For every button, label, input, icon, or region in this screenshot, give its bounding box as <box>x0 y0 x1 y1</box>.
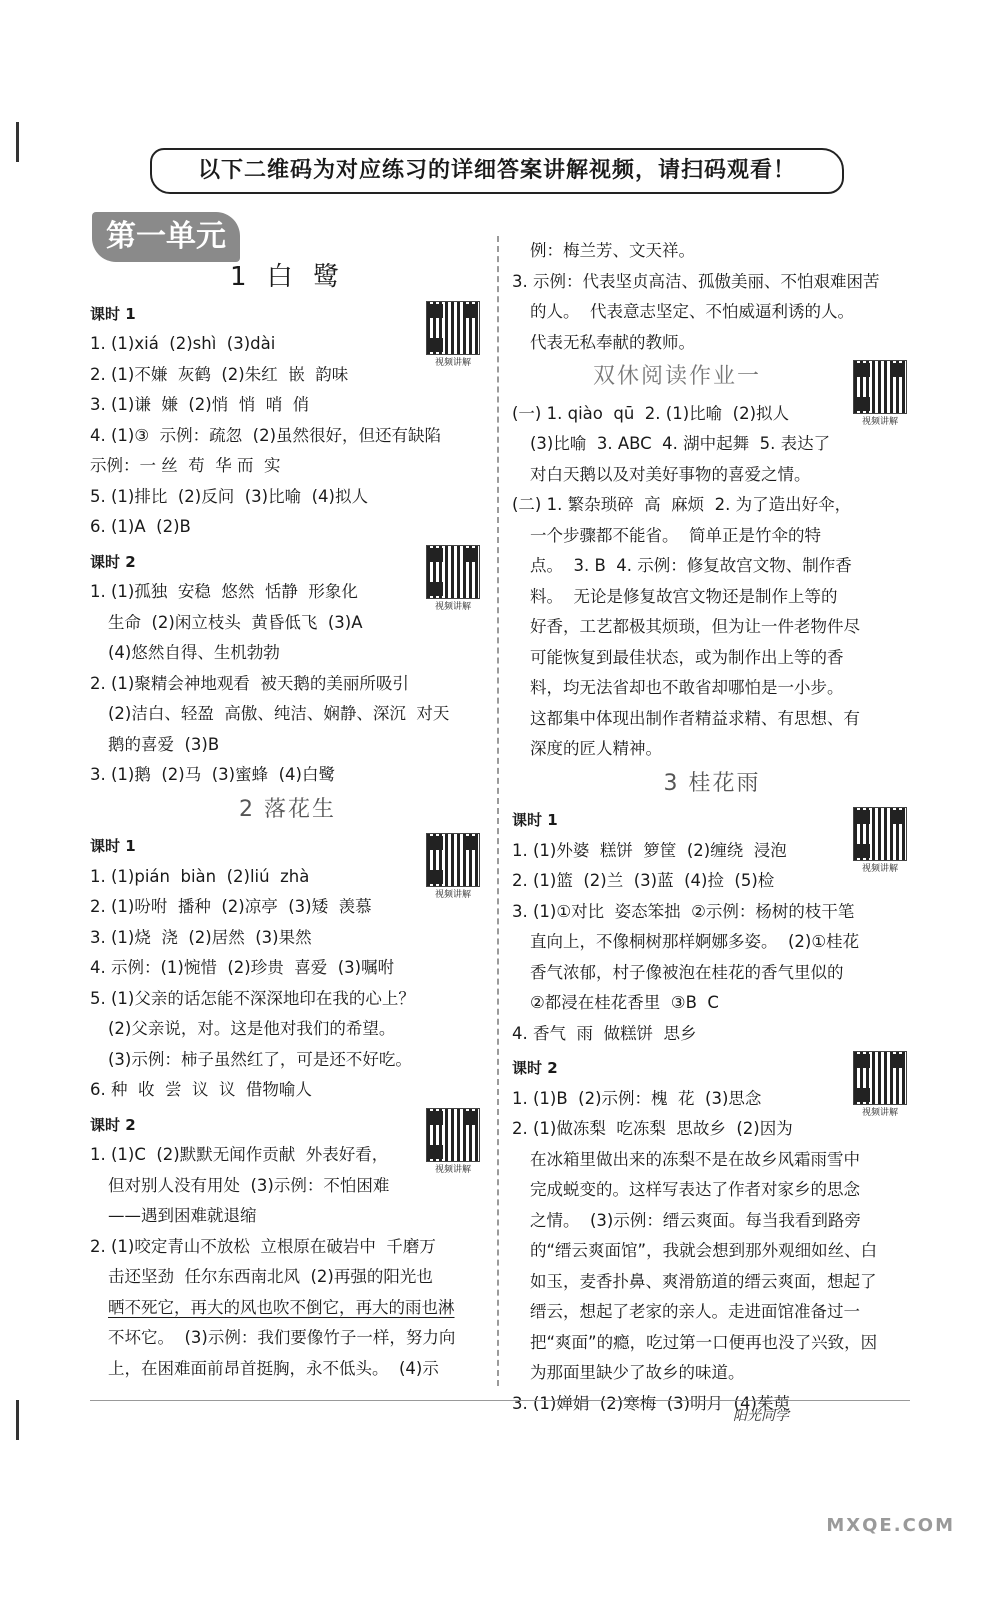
left-column <box>90 258 485 1384</box>
brand-logo: 阳光同学 <box>733 1408 789 1424</box>
answer-line: (3)示例：柿子虽然红了，可是还不好吃。 <box>108 1049 412 1069</box>
answer-line: 1. (1)B (2)示例：槐 花 (3)思念 <box>512 1088 762 1108</box>
answer-line: 4. 示例：(1)惋惜 (2)珍贵 喜爱 (3)嘱咐 <box>90 958 395 977</box>
qr-icon <box>853 1051 907 1105</box>
answer-line: 不坏它。 (3)示例：我们要像竹子一样，努力向 <box>108 1328 456 1347</box>
answer-line: 4. 香气 雨 做糕饼 思乡 <box>512 1023 697 1043</box>
binding-mark-top <box>16 122 19 162</box>
qr-caption: 视频讲解 <box>861 864 898 874</box>
answer-line: 料，均无法省却也不敢省却哪怕是一小步。 <box>530 678 844 697</box>
qr-code[interactable] <box>421 301 485 369</box>
qr-icon <box>426 1108 480 1162</box>
keshi-label: 课时 2 <box>512 1059 558 1077</box>
qr-icon <box>426 545 480 599</box>
answer-line: 3. (1)烧 浇 (2)居然 (3)果然 <box>90 927 312 947</box>
binding-mark-bottom <box>16 1400 19 1440</box>
answer-line: 1. (1)外婆 糕饼 箩筐 (2)缠绕 浸泡 <box>512 840 787 860</box>
qr-code[interactable] <box>421 545 485 613</box>
answer-line: (2)洁白、轻盈 高傲、纯洁、娴静、深沉 对天 <box>108 704 450 723</box>
answer-line: 之情。 (3)示例：缙云爽面。每当我看到路旁 <box>530 1210 861 1230</box>
keshi-label: 课时 1 <box>512 811 558 829</box>
answer-line: 示例：一 丝 苟 华 而 实 <box>90 456 281 475</box>
answer-line: 深度的匠人精神。 <box>530 739 662 758</box>
answer-line: 可能恢复到最佳状态，或为制作出上等的香 <box>530 647 844 667</box>
answer-line: 鹅的喜爱 (3)B <box>108 734 220 754</box>
answer-line: 3. (1)鹅 (2)马 (3)蜜蜂 (4)白鹭 <box>90 765 335 784</box>
answer-line: 在冰箱里做出来的冻梨不是在故乡风霜雨雪中 <box>530 1149 860 1169</box>
answer-line: 1. (1)xiá (2)shì (3)dài <box>90 334 276 353</box>
answer-line: 5. (1)父亲的话怎能不深深地印在我的心上？ <box>90 988 415 1008</box>
qr-caption: 视频讲解 <box>434 890 471 900</box>
answer-line: 1. (1)C (2)默默无闻作贡献 外表好看， <box>90 1145 389 1164</box>
answer-line: 点。 3. B 4. 示例：修复故宫文物、制作香 <box>530 556 852 575</box>
answer-line: 的“缙云爽面馆”，我就会想到那外观细如丝、白 <box>530 1241 878 1260</box>
answer-line: 如玉，麦香扑鼻、爽滑筋道的缙云爽面，想起了 <box>530 1271 877 1291</box>
qr-caption: 视频讲解 <box>861 1108 898 1118</box>
qr-code[interactable] <box>421 1108 485 1176</box>
answer-line: 3. (1)①对比 姿态笨拙 ②示例：杨树的枝干笔 <box>512 901 855 921</box>
answer-line: ②都浸在桂花香里 ③B C <box>530 993 719 1012</box>
qr-caption: 视频讲解 <box>434 601 471 612</box>
answer-line: 对白天鹅以及对美好事物的喜爱之情。 <box>530 464 811 484</box>
answer-line: (二) 1. 繁杂琐碎 高 麻烦 2. 为了造出好伞， <box>512 495 852 514</box>
answer-line: 一个步骤都不能省。 简单正是竹伞的特 <box>530 525 821 545</box>
lesson-title-1: 1 白 鹭 <box>229 262 346 292</box>
answer-line: 3. (1)谦 嫌 (2)悄 悄 哨 俏 <box>90 395 310 414</box>
answer-line: 香气浓郁，村子像被泡在桂花的香气里似的 <box>530 962 844 982</box>
answer-line: 的人。 代表意志坚定、不怕威逼利诱的人。 <box>530 302 854 321</box>
keshi-label: 课时 2 <box>90 1115 136 1134</box>
answer-line: 生命 (2)闲立枝头 黄昏低飞 (3)A <box>108 612 363 632</box>
answer-line: 击还坚劲 任尔东西南北风 (2)再强的阳光也 <box>108 1267 433 1286</box>
answer-line: 但对别人没有用处 (3)示例：不怕困难 <box>108 1175 390 1195</box>
qr-icon <box>853 807 907 861</box>
answer-line: 2. (1)咬定青山不放松 立根原在破岩中 千磨万 <box>90 1236 436 1256</box>
answer-line: 缙云，想起了老家的亲人。走进面馆准备过一 <box>530 1302 860 1321</box>
answer-line: 5. (1)排比 (2)反问 (3)比喻 (4)拟人 <box>90 486 368 506</box>
answer-line: 为那面里缺少了故乡的味道。 <box>530 1363 745 1382</box>
answer-line: 1. (1)孤独 安稳 悠然 恬静 形象化 <box>90 582 358 601</box>
answer-line: 2. (1)做冻梨 吃冻梨 思故乡 (2)因为 <box>512 1119 793 1138</box>
answer-line: 6. 种 收 尝 议 议 借物喻人 <box>90 1080 312 1099</box>
keshi-label: 课时 1 <box>90 837 136 855</box>
answer-line: (2)父亲说，对。这是他对我们的希望。 <box>108 1019 396 1038</box>
answer-line: ——遇到困难就退缩 <box>108 1206 257 1225</box>
lesson-title-2: 2 落花生 <box>239 796 336 822</box>
column-divider <box>497 236 499 1386</box>
qr-icon <box>853 360 907 414</box>
right-column <box>512 236 912 1419</box>
answer-line: (4)悠然自得、生机勃勃 <box>108 643 280 662</box>
answer-line: 直向上，不像桐树那样婀娜多姿。 (2)①桂花 <box>530 932 860 951</box>
footer-rule <box>90 1400 910 1401</box>
qr-code[interactable] <box>848 807 912 875</box>
answer-line: 代表无私奉献的教师。 <box>530 332 695 352</box>
answer-line: 3. (1)婵娟 (2)寒梅 (3)明月 (4)茱萸 <box>512 1393 790 1413</box>
answer-line: 完成蜕变的。这样写表达了作者对家乡的思念 <box>530 1180 860 1199</box>
answer-line: (一) 1. qiào qū 2. (1)比喻 (2)拟人 <box>512 403 790 423</box>
qr-icon <box>426 301 480 355</box>
qr-caption: 视频讲解 <box>434 357 471 368</box>
qr-code[interactable] <box>848 360 912 428</box>
answer-line: 这都集中体现出制作者精益求精、有思想、有 <box>530 708 860 728</box>
qr-banner: 以下二维码为对应练习的详细答案讲解视频，请扫码观看！ <box>150 148 844 194</box>
unit-tag: 第一单元 <box>92 212 240 262</box>
keshi-label: 课时 1 <box>90 304 136 323</box>
qr-code[interactable] <box>421 833 485 901</box>
answer-line: 6. (1)A (2)B <box>90 517 191 536</box>
answer-line: 例：梅兰芳、文天祥。 <box>530 241 695 260</box>
answer-line: (3)比喻 3. ABC 4. 湖中起舞 5. 表达了 <box>530 434 831 453</box>
answer-line: 把“爽面”的瘾，吃过第一口便再也没了兴致，因 <box>530 1332 878 1352</box>
qr-code[interactable] <box>848 1051 912 1119</box>
answer-line: 好香，工艺都极其烦琐，但为让一件老物件尽 <box>530 617 860 636</box>
qr-icon <box>426 833 480 887</box>
answer-line: 2. (1)不嫌 灰鹤 (2)朱红 嵌 韵味 <box>90 364 349 384</box>
answer-line: 1. (1)pián biàn (2)liú zhà <box>90 866 310 886</box>
answer-line: 3. 示例：代表坚贞高洁、孤傲美丽、不怕艰难困苦 <box>512 271 880 291</box>
watermark: MXQE.COM <box>826 1515 955 1536</box>
qr-caption: 视频讲解 <box>434 1164 471 1175</box>
answer-line: 2. (1)吩咐 播种 (2)凉亭 (3)矮 羡慕 <box>90 897 372 916</box>
answer-line: 4. (1)③ 示例：疏忽 (2)虽然很好，但还有缺陷 <box>90 425 442 445</box>
answer-line: 上，在困难面前昂首挺胸，永不低头。 (4)示 <box>108 1358 439 1378</box>
answer-line: 2. (1)篮 (2)兰 (3)蓝 (4)捡 (5)检 <box>512 871 775 890</box>
answer-line: 2. (1)聚精会神地观看 被天鹅的美丽所吸引 <box>90 673 409 693</box>
qr-caption: 视频讲解 <box>861 417 898 427</box>
answer-line: 料。 无论是修复故宫文物还是制作上等的 <box>530 586 838 606</box>
answer-line: 晒不死它，再大的风也吹不倒它，再大的雨也淋 <box>108 1297 455 1317</box>
reading-title: 双休阅读作业一 <box>592 364 761 389</box>
keshi-label: 课时 2 <box>90 552 136 571</box>
lesson-title-3: 3 桂花雨 <box>663 770 761 796</box>
